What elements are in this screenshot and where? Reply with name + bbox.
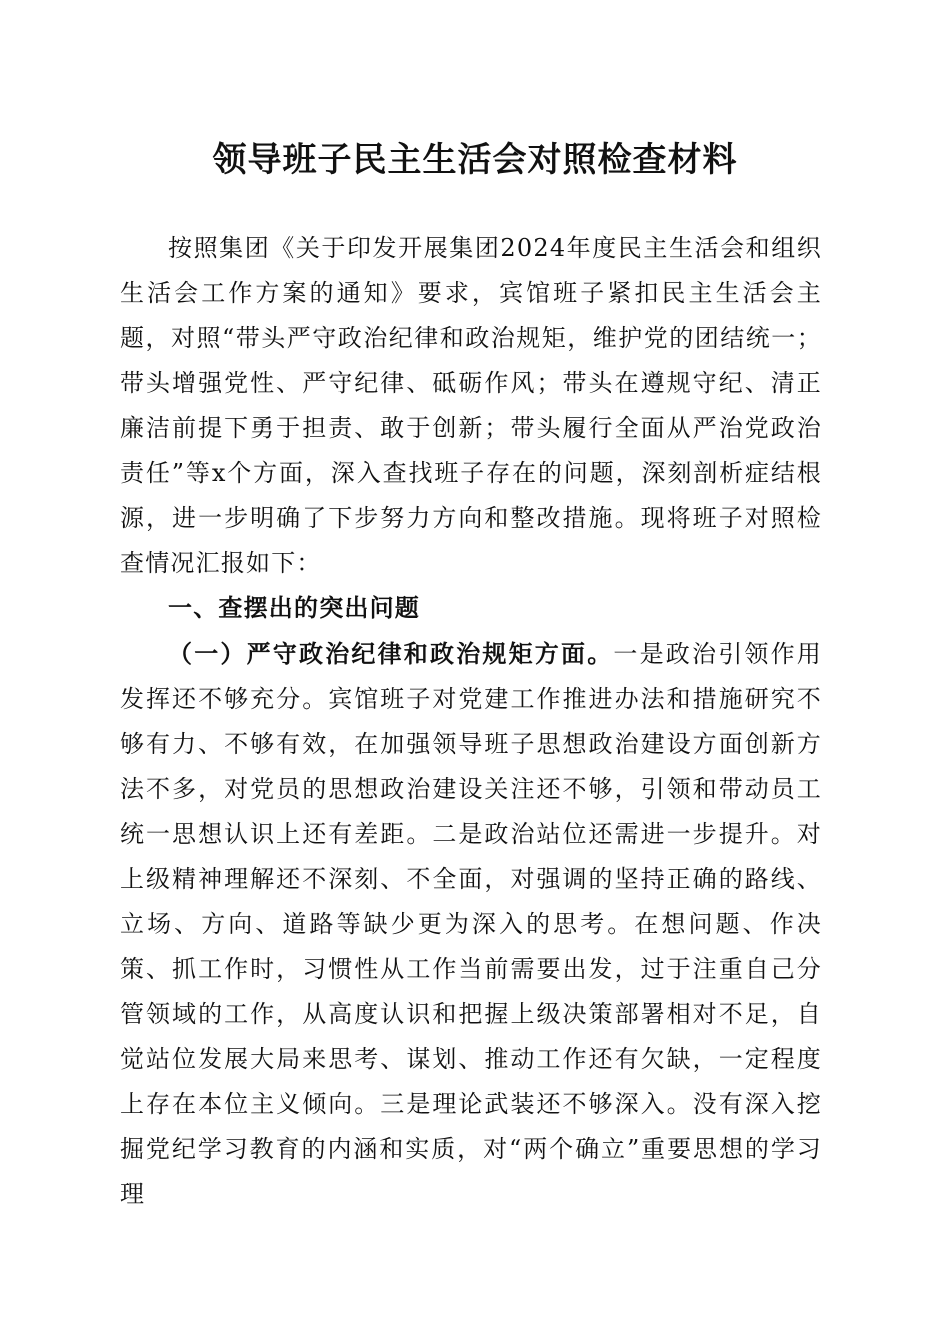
problem-text: 一是政治引领作用发挥还不够充分。宾馆班子对党建工作推进办法和措施研究不够有力、不够有效，在加强领导班子思想政治建设方面创新方法不多，对党员的思想政治建设关注还不够，引领和带动员工统一思想认识上还有差距。二是政治站位还需进一步提升。对上级精神理解还不深刻、不全面，对强调的坚持正确的路线、立场、方向、道路等缺少更为深入的思考。在想问题、作决策、抓工作时，习惯性从工作当前需要出发，过于注重自己分管领域的工作，从高度认识和把握上级决策部署相对不足，自觉站位发展大局来思考、谋划、推动工作还有欠缺，一定程度上存在本位主义倾向。三是理论武装还不够深入。没有深入挖掘党纪学习教育的内涵和实质，对“两个确立”重要思想的学习理 [120, 640, 822, 1208]
subsection-heading: （一）严守政治纪律和政治规矩方面。 [168, 639, 614, 668]
section-heading: 一、查摆出的突出问题 [168, 594, 420, 622]
document-body [120, 226, 822, 1217]
document-title: 领导班子民主生活会对照检查材料 [212, 140, 738, 180]
problem-paragraph [120, 631, 822, 1217]
intro-paragraph: 按照集团《关于印发开展集团2024年度民主生活会和组织生活会工作方案的通知》要求，宾馆班子紧扣民主生活会主题，对照“带头严守政治纪律和政治规矩，维护党的团结统一；带头增强党性、严守纪律、砥砺作风；带头在遵规守纪、清正廉洁前提下勇于担责、敢于创新；带头履行全面从严治党政治责任”等x个方面，深入查找班子存在的问题，深刻剖析症结根源，进一步明确了下步努力方向和整改措施。现将班子对照检查情况汇报如下： [120, 234, 822, 577]
